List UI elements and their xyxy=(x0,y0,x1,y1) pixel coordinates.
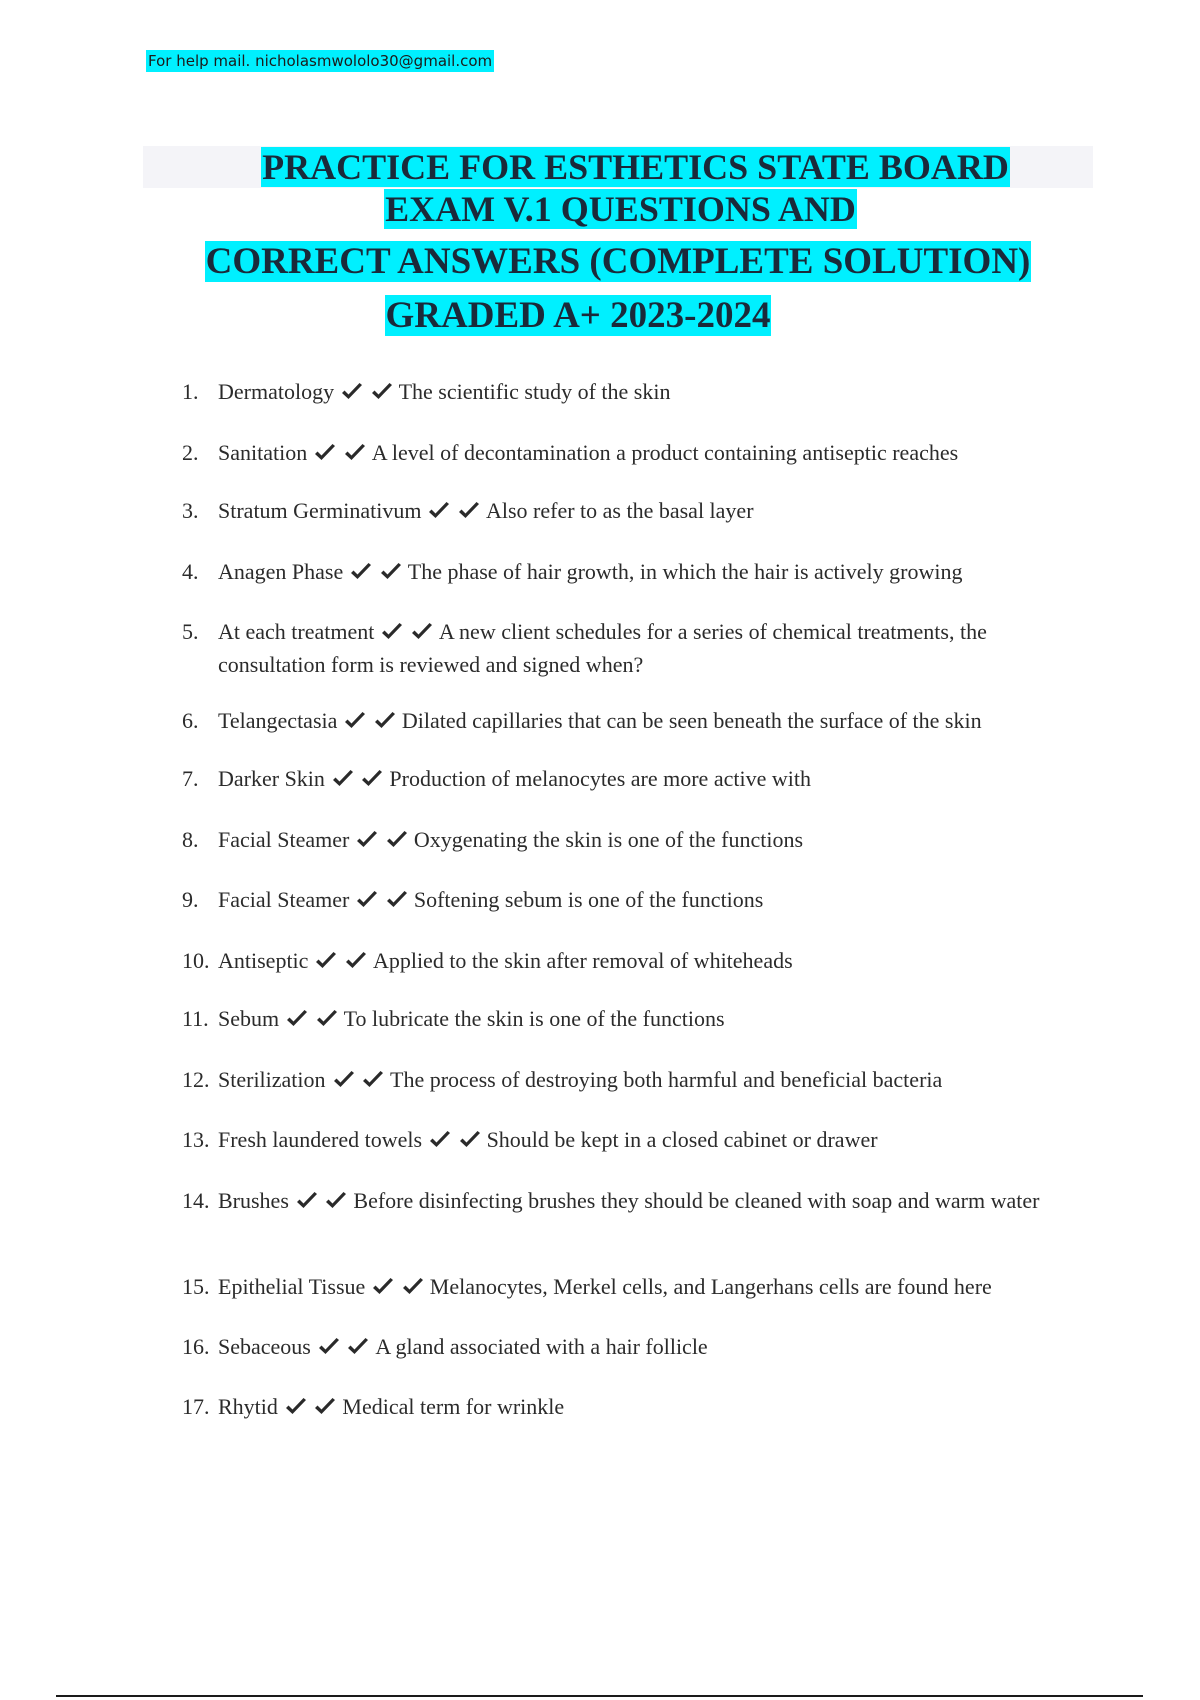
item-number: 5. xyxy=(182,619,199,644)
double-check-icons xyxy=(295,1189,349,1219)
item-body xyxy=(218,617,1082,680)
checkmark-icon xyxy=(428,1130,452,1150)
checkmark-icon xyxy=(355,890,379,910)
item-answer: Softening sebum is one of the functions xyxy=(413,887,764,912)
item-body xyxy=(218,1004,1082,1037)
double-check-icons xyxy=(284,1395,338,1425)
list-item xyxy=(182,764,1082,797)
item-body xyxy=(218,557,1082,590)
list-item xyxy=(182,1186,1082,1219)
title-line-1 xyxy=(178,146,1093,188)
help-contact-text: For help mail. nicholasmwololo30@gmail.com xyxy=(148,52,493,70)
checkmark-icon xyxy=(343,711,367,731)
item-body xyxy=(218,1392,1082,1425)
checkmark-icon xyxy=(313,1397,337,1417)
item-body xyxy=(218,764,1082,797)
item-body xyxy=(218,438,1082,471)
checkmark-icon xyxy=(385,890,409,910)
item-term: Sebum xyxy=(218,1006,280,1031)
list-item xyxy=(182,1392,1082,1425)
title-line-4-text: GRADED A+ 2023-2024 xyxy=(385,295,771,336)
item-answer: Should be kept in a closed cabinet or drawer xyxy=(486,1127,878,1152)
item-number: 11. xyxy=(182,1006,209,1031)
title-line-2 xyxy=(148,188,1093,238)
checkmark-icon xyxy=(349,562,373,582)
item-answer: Oxygenating the skin is one of the functions xyxy=(413,827,804,852)
double-check-icons xyxy=(427,499,481,529)
checkmark-icon xyxy=(380,622,404,642)
item-answer: Dilated capillaries that can be seen beneath the surface of the skin xyxy=(401,708,982,733)
double-check-icons xyxy=(355,828,409,858)
title-line-3 xyxy=(143,238,1093,292)
checkmark-icon xyxy=(332,1070,356,1090)
item-term: Fresh laundered towels xyxy=(218,1127,423,1152)
item-answer: Before disinfecting brushes they should be cleaned with soap and warm water xyxy=(353,1188,1040,1213)
item-term: Dermatology xyxy=(218,379,335,404)
double-check-icons xyxy=(428,1128,482,1158)
list-item xyxy=(182,946,1082,979)
checkmark-icon xyxy=(355,830,379,850)
item-body xyxy=(218,1332,1082,1365)
item-body xyxy=(218,825,1082,858)
item-body xyxy=(218,377,1082,410)
checkmark-icon xyxy=(344,951,368,971)
checkmark-icon xyxy=(317,1337,341,1357)
item-answer: Melanocytes, Merkel cells, and Langerhans cells are found here xyxy=(429,1274,992,1299)
checkmark-icon xyxy=(457,501,481,521)
list-item xyxy=(182,557,1082,590)
item-number: 2. xyxy=(182,440,199,465)
item-answer: Also refer to as the basal layer xyxy=(485,498,754,523)
title-line-3-text: CORRECT ANSWERS (COMPLETE SOLUTION) xyxy=(205,241,1031,282)
item-answer: The process of destroying both harmful and beneficial bacteria xyxy=(390,1067,943,1092)
item-term: At each treatment xyxy=(218,619,375,644)
checkmark-icon xyxy=(371,1277,395,1297)
item-body xyxy=(218,1272,1082,1305)
item-body xyxy=(218,1186,1082,1219)
item-number: 7. xyxy=(182,766,199,791)
document-title xyxy=(143,146,1093,344)
double-check-icons xyxy=(332,1068,386,1098)
checkmark-icon xyxy=(284,1397,308,1417)
double-check-icons xyxy=(340,380,394,410)
list-item xyxy=(182,706,1082,739)
checkmark-icon xyxy=(315,1009,339,1029)
item-answer: The scientific study of the skin xyxy=(398,379,671,404)
item-answer: To lubricate the skin is one of the functions xyxy=(343,1006,725,1031)
title-line-2-text: EXAM V.1 QUESTIONS AND xyxy=(385,189,856,229)
footer-divider xyxy=(56,1695,1143,1697)
item-body xyxy=(218,496,1082,529)
double-check-icons xyxy=(343,709,397,739)
item-number: 17. xyxy=(182,1394,210,1419)
checkmark-icon xyxy=(285,1009,309,1029)
item-number: 3. xyxy=(182,498,199,523)
list-item xyxy=(182,825,1082,858)
item-number: 14. xyxy=(182,1188,210,1213)
checkmark-icon xyxy=(410,622,434,642)
item-number: 12. xyxy=(182,1067,210,1092)
item-body xyxy=(218,885,1082,918)
item-term: Telangectasia xyxy=(218,708,338,733)
item-answer: The phase of hair growth, in which the hair is actively growing xyxy=(407,559,963,584)
item-term: Darker Skin xyxy=(218,766,325,791)
item-number: 4. xyxy=(182,559,199,584)
item-answer: Applied to the skin after removal of whiteheads xyxy=(372,948,793,973)
item-body xyxy=(218,706,1082,739)
list-item xyxy=(182,1125,1082,1158)
item-number: 16. xyxy=(182,1334,210,1359)
item-answer: Medical term for wrinkle xyxy=(342,1394,565,1419)
item-number: 8. xyxy=(182,827,199,852)
item-number: 6. xyxy=(182,708,199,733)
item-term: Sebaceous xyxy=(218,1334,311,1359)
checkmark-icon xyxy=(346,1337,370,1357)
list-item xyxy=(182,1004,1082,1037)
item-term: Facial Steamer xyxy=(218,887,350,912)
item-answer: A new client schedules for a series of chemical treatments, the consultation form is reviewed and signed when? xyxy=(218,619,987,677)
item-body xyxy=(218,1065,1082,1098)
item-number: 10. xyxy=(182,948,210,973)
double-check-icons xyxy=(371,1275,425,1305)
checkmark-icon xyxy=(343,443,367,463)
checkmark-icon xyxy=(373,711,397,731)
item-term: Brushes xyxy=(218,1188,289,1213)
title-line-4 xyxy=(63,292,1093,344)
item-term: Stratum Germinativum xyxy=(218,498,422,523)
item-term: Sterilization xyxy=(218,1067,326,1092)
checkmark-icon xyxy=(340,382,364,402)
item-term: Anagen Phase xyxy=(218,559,344,584)
item-term: Facial Steamer xyxy=(218,827,350,852)
item-number: 13. xyxy=(182,1127,210,1152)
checkmark-icon xyxy=(370,382,394,402)
double-check-icons xyxy=(349,560,403,590)
list-item xyxy=(182,1332,1082,1365)
item-term: Sanitation xyxy=(218,440,308,465)
list-item xyxy=(182,1272,1082,1305)
checkmark-icon xyxy=(360,769,384,789)
list-item xyxy=(182,377,1082,410)
item-term: Rhytid xyxy=(218,1394,278,1419)
checkmark-icon xyxy=(427,501,451,521)
item-answer: A level of decontamination a product containing antiseptic reaches xyxy=(371,440,959,465)
double-check-icons xyxy=(285,1007,339,1037)
item-term: Antiseptic xyxy=(218,948,309,973)
item-number: 15. xyxy=(182,1274,210,1299)
checkmark-icon xyxy=(361,1070,385,1090)
double-check-icons xyxy=(355,888,409,918)
item-number: 9. xyxy=(182,887,199,912)
double-check-icons xyxy=(331,767,385,797)
checkmark-icon xyxy=(379,562,403,582)
item-body xyxy=(218,1125,1082,1158)
list-item xyxy=(182,438,1082,471)
double-check-icons xyxy=(313,441,367,471)
checkmark-icon xyxy=(314,951,338,971)
item-body xyxy=(218,946,1082,979)
item-number: 1. xyxy=(182,379,199,404)
checkmark-icon xyxy=(324,1191,348,1211)
checkmark-icon xyxy=(313,443,337,463)
item-answer: A gland associated with a hair follicle xyxy=(375,1334,708,1359)
title-line-1-text: PRACTICE FOR ESTHETICS STATE BOARD xyxy=(262,147,1009,187)
list-item xyxy=(182,885,1082,918)
checkmark-icon xyxy=(401,1277,425,1297)
checkmark-icon xyxy=(385,830,409,850)
item-answer: Production of melanocytes are more active with xyxy=(389,766,811,791)
double-check-icons xyxy=(314,949,368,979)
list-item xyxy=(182,1065,1082,1098)
list-item xyxy=(182,617,1082,680)
item-term: Epithelial Tissue xyxy=(218,1274,366,1299)
list-item xyxy=(182,496,1082,529)
checkmark-icon xyxy=(458,1130,482,1150)
checkmark-icon xyxy=(295,1191,319,1211)
double-check-icons xyxy=(380,620,434,650)
checkmark-icon xyxy=(331,769,355,789)
double-check-icons xyxy=(317,1335,371,1365)
